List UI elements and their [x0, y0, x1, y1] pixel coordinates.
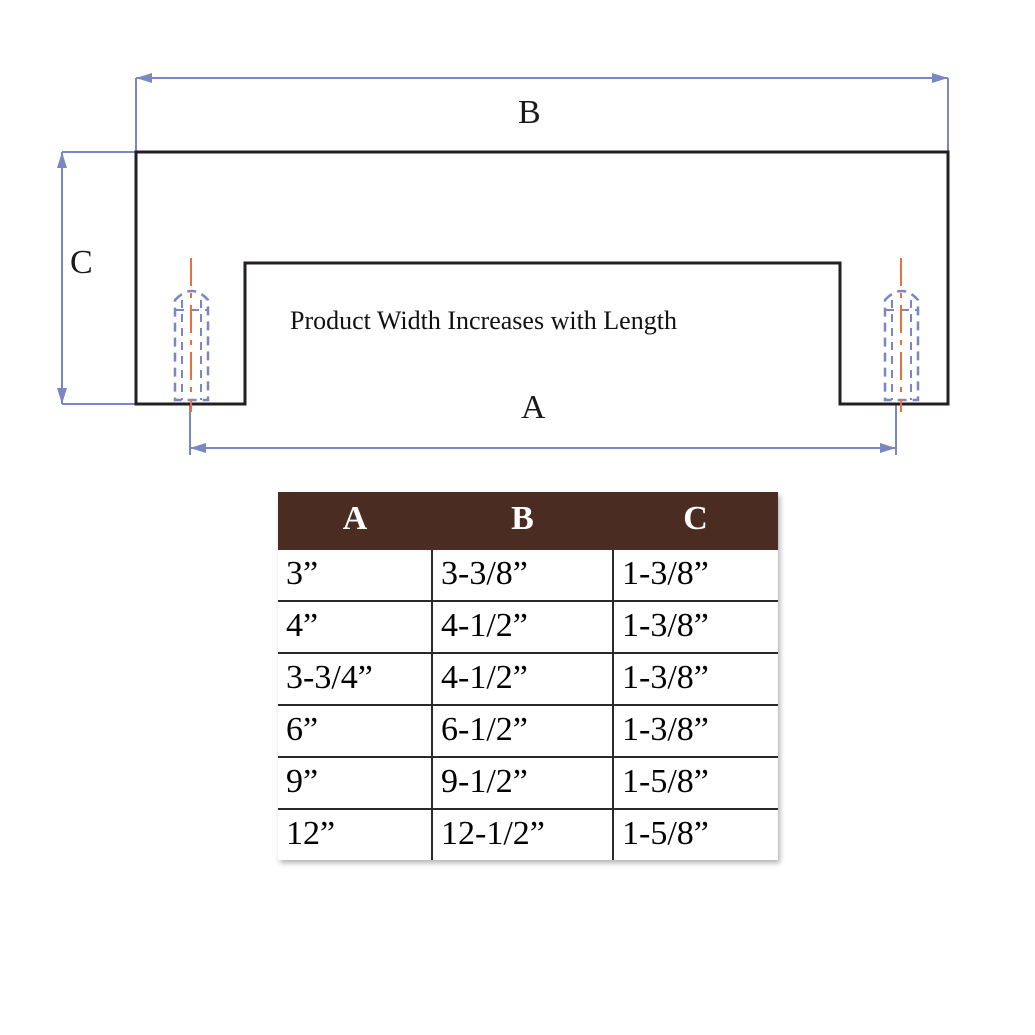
- table-row: [278, 550, 778, 601]
- cell-b: 9-1/2”: [432, 757, 613, 809]
- cell-c: 1-3/8”: [613, 705, 778, 757]
- cell-c: 1-3/8”: [613, 601, 778, 653]
- dimension-label-c: C: [70, 244, 93, 281]
- size-table: [278, 492, 778, 860]
- cell-b: 6-1/2”: [432, 705, 613, 757]
- table-row: [278, 705, 778, 757]
- cell-c: 1-5/8”: [613, 809, 778, 860]
- cell-c: 1-3/8”: [613, 550, 778, 601]
- dimension-line-b: [136, 73, 948, 152]
- cell-a: 3-3/4”: [278, 653, 432, 705]
- column-header-c: C: [613, 492, 778, 550]
- column-header-a: A: [278, 492, 432, 550]
- diagram-drawing: [0, 0, 1035, 490]
- handle-outline: [136, 152, 948, 404]
- cell-a: 9”: [278, 757, 432, 809]
- product-width-note: Product Width Increases with Length: [290, 306, 677, 335]
- dimension-line-c: [57, 152, 136, 404]
- size-table-head: [278, 492, 778, 550]
- table-row: [278, 809, 778, 860]
- cell-a: 12”: [278, 809, 432, 860]
- cell-a: 3”: [278, 550, 432, 601]
- table-row: [278, 653, 778, 705]
- cell-b: 4-1/2”: [432, 653, 613, 705]
- cell-a: 4”: [278, 601, 432, 653]
- dimension-label-b: B: [518, 94, 541, 131]
- size-table-body: [278, 550, 778, 860]
- table-row: [278, 757, 778, 809]
- table-header-row: [278, 492, 778, 550]
- cell-c: 1-3/8”: [613, 653, 778, 705]
- cell-c: 1-5/8”: [613, 757, 778, 809]
- cell-b: 12-1/2”: [432, 809, 613, 860]
- cell-b: 4-1/2”: [432, 601, 613, 653]
- dimension-label-a: A: [521, 389, 546, 426]
- handle-dimension-diagram: [0, 0, 1035, 490]
- column-header-b: B: [432, 492, 613, 550]
- cell-a: 6”: [278, 705, 432, 757]
- table-row: [278, 601, 778, 653]
- cell-b: 3-3/8”: [432, 550, 613, 601]
- size-table-container: [278, 492, 778, 860]
